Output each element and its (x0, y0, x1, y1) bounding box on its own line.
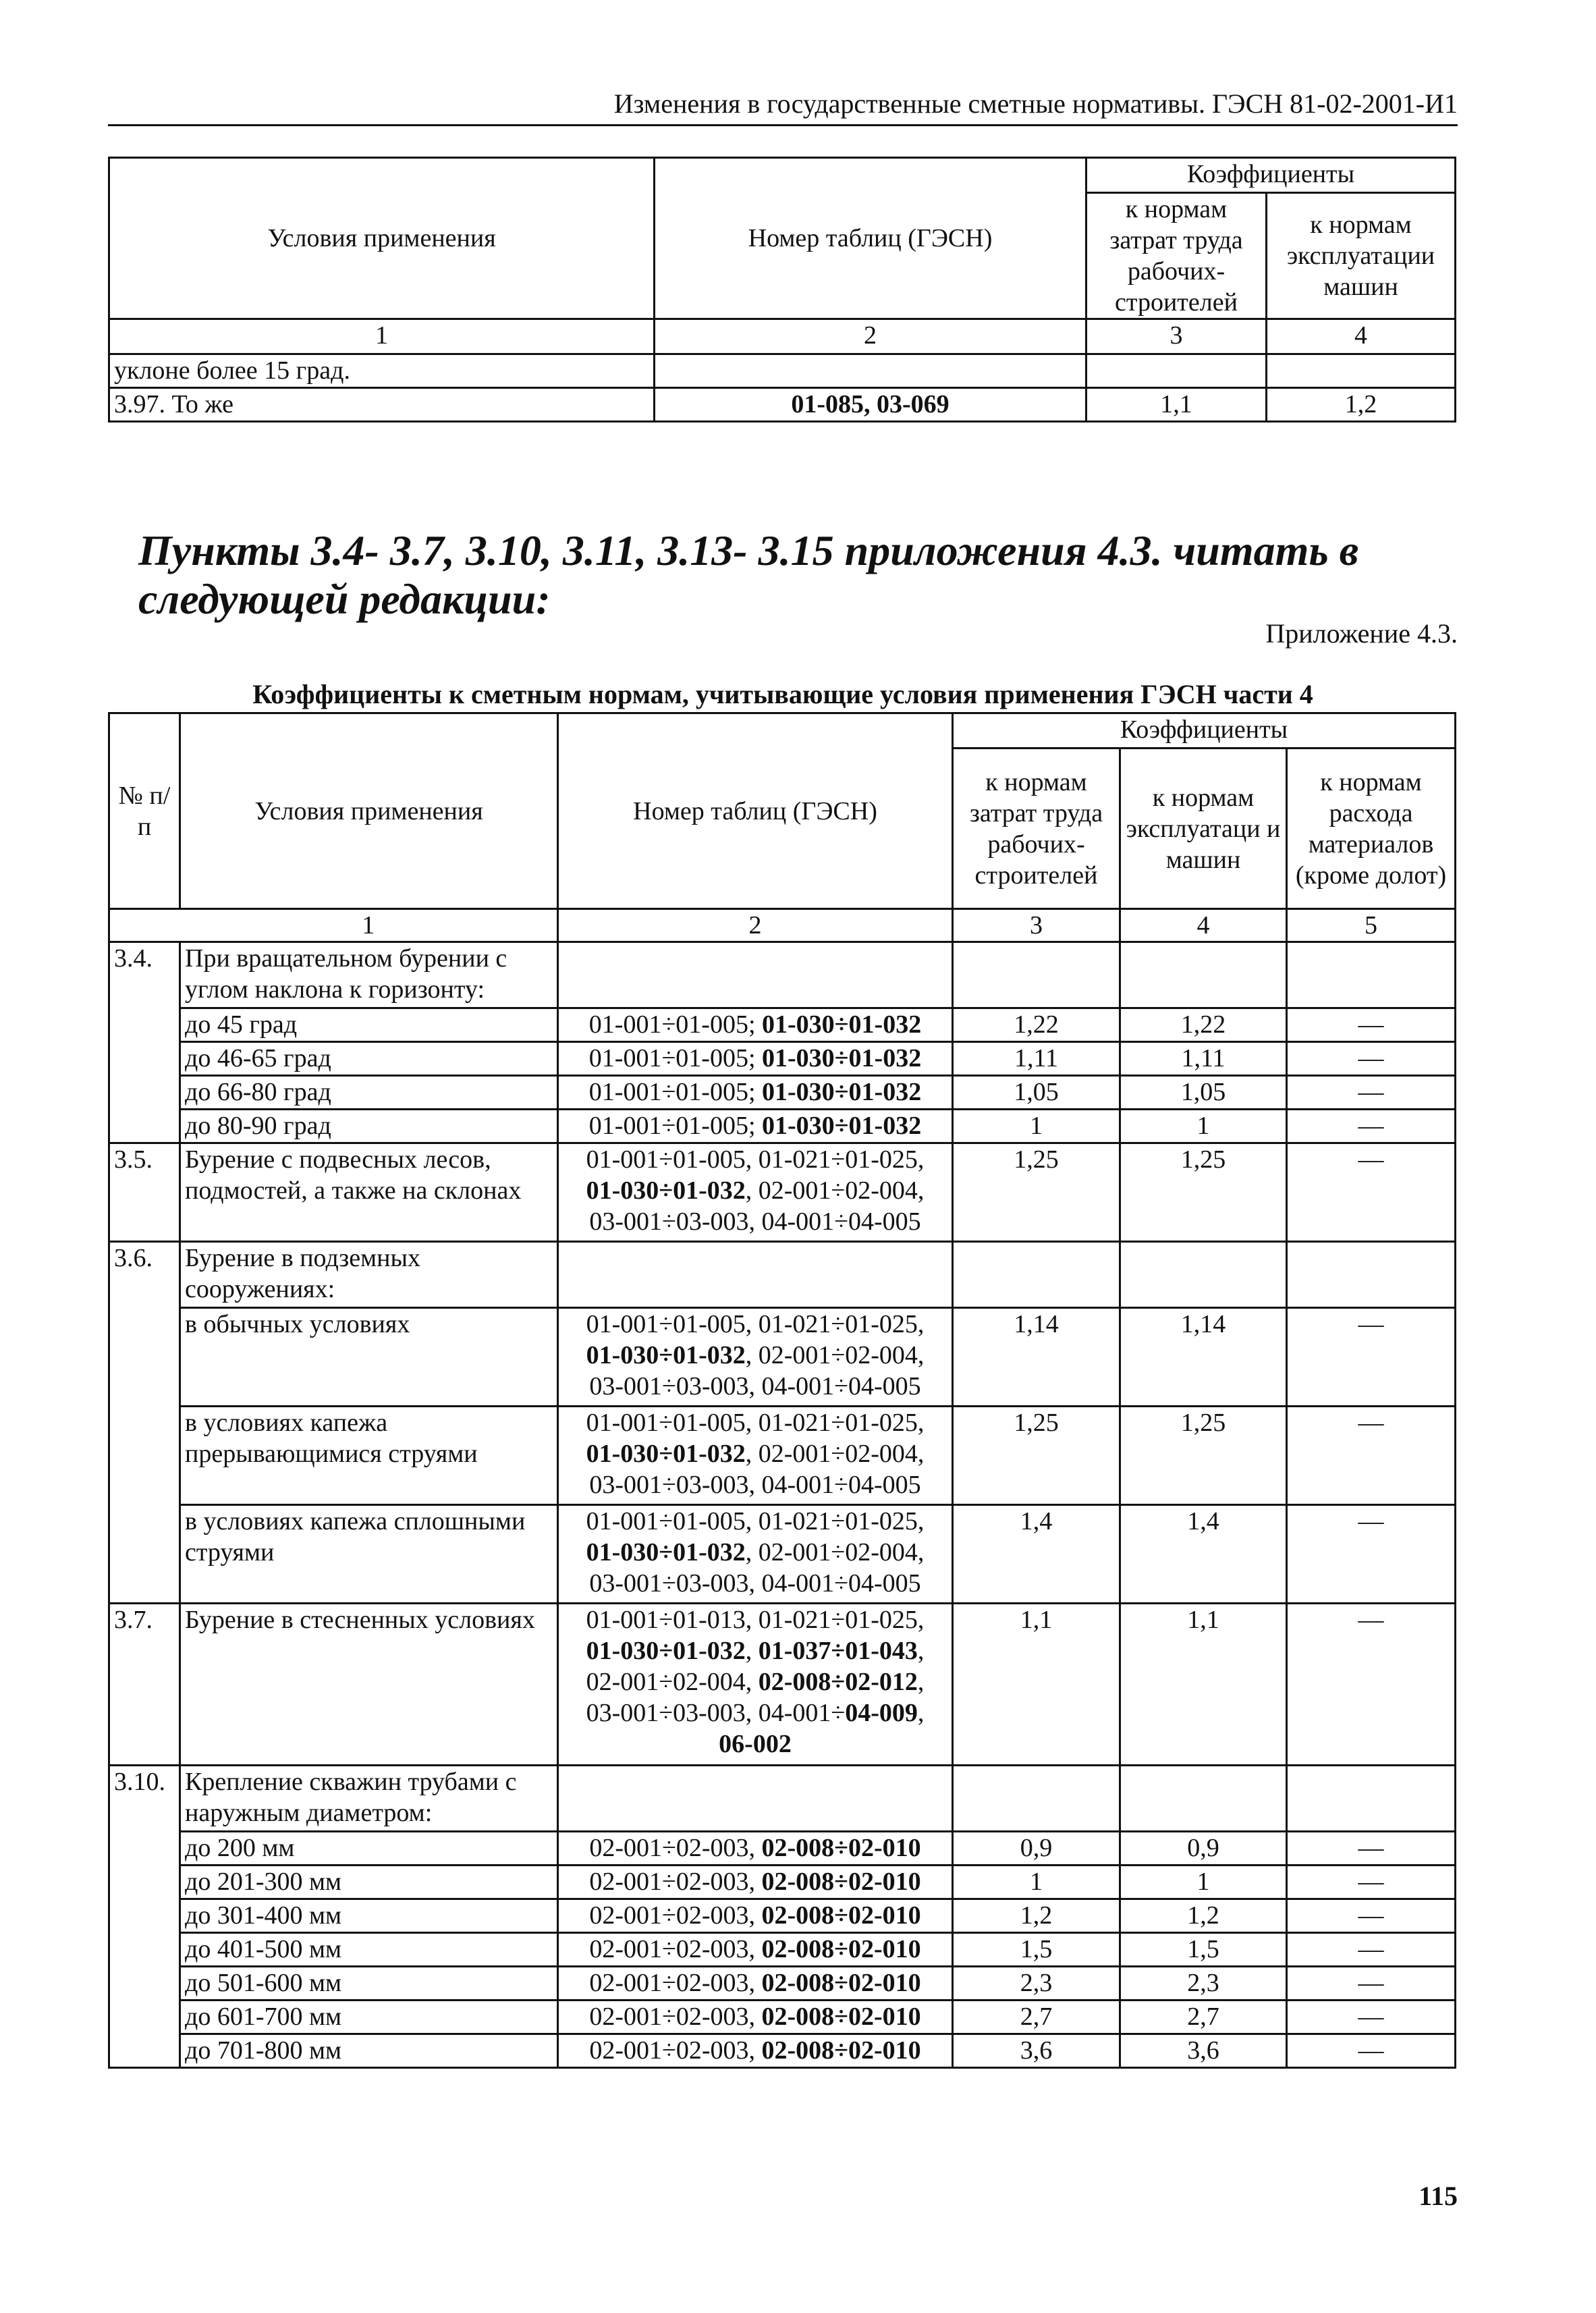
t2-tables-bold: 02-008÷02-010 (761, 2003, 921, 2031)
t2-labor: 1,25 (953, 1143, 1120, 1242)
t2-tables-bold: 01-030÷01-032 (586, 1341, 746, 1369)
t2-cond: до 401-500 мм (180, 1933, 558, 1967)
t2-mat (1287, 1766, 1456, 1832)
t2-mach: 1,22 (1120, 1008, 1287, 1042)
t2-colnum: 1 (180, 909, 558, 942)
t2-mat (1287, 1242, 1456, 1308)
t2-labor (953, 942, 1120, 1008)
t2-mach: 1,4 (1120, 1505, 1287, 1604)
t2-tables-sep: , (917, 1699, 925, 1727)
t1-cell-labor: 1,1 (1086, 388, 1267, 422)
t2-mach: 2,7 (1120, 2001, 1287, 2034)
t1-cell-cond: уклоне более 15 град. (109, 354, 655, 388)
t2-tables (558, 1832, 953, 1866)
t2-num: 3.7. (109, 1604, 180, 1766)
t2-tables-bold: 01-030÷01-032 (586, 1440, 746, 1468)
t2-labor: 1 (953, 1866, 1120, 1899)
t2-labor: 1,2 (953, 1899, 1120, 1933)
t2-labor: 0,9 (953, 1832, 1120, 1866)
t2-mach (1120, 1766, 1287, 1832)
t2-tables (558, 1242, 953, 1308)
t2-mat: — (1287, 2001, 1456, 2034)
t2-tables-bold: 02-008÷02-010 (761, 1868, 921, 1896)
t2-tables-bold: 06-002 (719, 1730, 792, 1758)
t2-labor: 1,22 (953, 1008, 1120, 1042)
t2-labor (953, 1766, 1120, 1832)
t2-cond-title: При вращательном бурении с углом наклона к горизонту: (180, 942, 558, 1008)
t2-tables-bold: 04-009 (845, 1699, 918, 1727)
t2-tables-bold: 01-030÷01-032 (762, 1078, 922, 1106)
t2-num: 3.6. (109, 1242, 180, 1604)
t2-tables (558, 1407, 953, 1505)
t2-mach: 1,25 (1120, 1143, 1287, 1242)
t2-labor: 2,3 (953, 1967, 1120, 2001)
t2-mach: 1,11 (1120, 1042, 1287, 1076)
t2-labor: 1,4 (953, 1505, 1120, 1604)
t2-tables-part: 02-001÷02-003, (589, 1834, 762, 1862)
t1-colnum: 3 (1086, 319, 1267, 354)
t2-tables-line: 03-001÷03-003, 04-001÷04-005 (589, 1471, 921, 1499)
t2-mach: 0,9 (1120, 1832, 1287, 1866)
t2-labor: 2,7 (953, 2001, 1120, 2034)
table-continued (108, 157, 1456, 423)
page-number: 115 (1419, 2181, 1458, 2211)
t2-tables-bold: 01-030÷01-032 (762, 1112, 922, 1140)
t2-cond: в обычных условиях (180, 1308, 558, 1407)
t2-labor (953, 1242, 1120, 1308)
t2-tables-bold: 02-008÷02-010 (761, 1834, 921, 1862)
t2-tables-part: 01-001÷01-005; (588, 1078, 763, 1106)
t2-mach: 3,6 (1120, 2034, 1287, 2068)
t2-cond: Бурение в стесненных условиях (180, 1604, 558, 1766)
t2-colnum: 4 (1120, 909, 1287, 942)
t2-mach: 1,5 (1120, 1933, 1287, 1967)
t2-tables-line: 01-001÷01-005, 01-021÷01-025, (586, 1507, 925, 1535)
t2-tables-bold: 02-008÷02-010 (761, 2036, 921, 2065)
t2-tables-part: 01-001÷01-005; (588, 1044, 763, 1072)
table-title: Коэффициенты к сметным нормам, учитывающие условия применения ГЭСН части 4 (252, 679, 1313, 709)
section-heading: Пункты 3.4- 3.7, 3.10, 3.11, 3.13- 3.15 приложения 4.3. читать в следующей редакции: (138, 526, 1359, 623)
t2-cond: до 46-65 град (180, 1042, 558, 1076)
t2-mach: 1,14 (1120, 1308, 1287, 1407)
t2-tables (558, 2001, 953, 2034)
t2-tables-line: 01-001÷01-005, 01-021÷01-025, (586, 1145, 925, 1174)
t2-tables (558, 1967, 953, 2001)
t1-cell-tables (655, 354, 1086, 388)
t2-mat: — (1287, 1042, 1456, 1076)
t2-mat: — (1287, 1933, 1456, 1967)
t2-tables (558, 1143, 953, 1242)
t1-header-coefficients: Коэффициенты (1086, 158, 1456, 193)
t2-cond: Бурение с подвесных лесов, подмостей, а также на склонах (180, 1143, 558, 1242)
t2-mat: — (1287, 1110, 1456, 1143)
t2-tables-sep: , (917, 1637, 925, 1665)
t2-labor: 3,6 (953, 2034, 1120, 2068)
t2-tables-bold: 01-030÷01-032 (762, 1010, 922, 1039)
t2-labor: 1,14 (953, 1308, 1120, 1407)
t2-cond-title: Бурение в подземных сооружениях: (180, 1242, 558, 1308)
t2-tables-part: 02-001÷02-003, (589, 1901, 762, 1930)
t1-colnum: 1 (109, 319, 655, 354)
t2-mat: — (1287, 1866, 1456, 1899)
t2-tables-line: 03-001÷03-003, 04-001÷04-005 (589, 1372, 921, 1400)
t2-cond: до 501-600 мм (180, 1967, 558, 2001)
t2-tables-bold: 02-008÷02-010 (761, 1935, 921, 1963)
t2-num: 3.5. (109, 1143, 180, 1242)
t2-mach: 1 (1120, 1110, 1287, 1143)
t2-tables-line: 03-001÷03-003, 04-001÷04-005 (589, 1207, 921, 1236)
t2-tables (558, 1505, 953, 1604)
t2-cond: до 80-90 град (180, 1110, 558, 1143)
t2-header-labor: к нормам затрат труда рабочих-строителей (953, 749, 1120, 909)
t2-cond: до 200 мм (180, 1832, 558, 1866)
t1-colnum: 4 (1267, 319, 1456, 354)
t2-tables-bold: 02-008÷02-012 (758, 1668, 918, 1696)
t1-header-machines: к нормам эксплуатации машин (1267, 193, 1456, 319)
t2-tables-bold: 01-030÷01-032 (586, 1176, 746, 1205)
t2-mat: — (1287, 1407, 1456, 1505)
appendix-label: Приложение 4.3. (1265, 618, 1458, 649)
t2-num: 3.4. (109, 942, 180, 1143)
t2-tables (558, 1308, 953, 1407)
t1-header-labor: к нормам затрат труда рабочих-строителей (1086, 193, 1267, 319)
t2-tables-bold: 02-008÷02-010 (761, 1901, 921, 1930)
t2-tables-sep: , (745, 1637, 759, 1665)
t1-tables-bold: 01-085, 03-069 (791, 390, 950, 418)
t2-tables-bold: 01-030÷01-032 (586, 1637, 746, 1665)
t2-tables-part: 01-001÷01-005; (588, 1010, 763, 1039)
t2-num: 3.10. (109, 1766, 180, 2068)
t2-mach: 1,25 (1120, 1407, 1287, 1505)
t2-mat: — (1287, 1899, 1456, 1933)
t2-colnum: 2 (558, 909, 953, 942)
t2-tables (558, 1604, 953, 1766)
t2-tables-line: , 02-001÷02-004, (745, 1176, 925, 1205)
t2-header-conditions: Условия применения (180, 713, 558, 909)
t2-mach: 1,1 (1120, 1604, 1287, 1766)
t1-header-conditions: Условия применения (109, 158, 655, 319)
t2-mach: 1,05 (1120, 1076, 1287, 1110)
t2-tables (558, 1899, 953, 1933)
t2-mat: — (1287, 1832, 1456, 1866)
t2-tables-line: , 02-001÷02-004, (745, 1440, 925, 1468)
t2-tables-bold: 01-030÷01-032 (762, 1044, 922, 1072)
t2-labor: 1,11 (953, 1042, 1120, 1076)
t1-cell-tables (655, 388, 1086, 422)
t2-mat: — (1287, 1505, 1456, 1604)
t2-labor: 1 (953, 1110, 1120, 1143)
t2-labor: 1,25 (953, 1407, 1120, 1505)
t2-mat: — (1287, 2034, 1456, 2068)
t2-mat (1287, 942, 1456, 1008)
t2-mat: — (1287, 1008, 1456, 1042)
t2-cond: до 701-800 мм (180, 2034, 558, 2068)
t2-tables-line: , 02-001÷02-004, (745, 1341, 925, 1369)
t2-labor: 1,5 (953, 1933, 1120, 1967)
t2-header-machines: к нормам эксплуатаци и машин (1120, 749, 1287, 909)
t2-tables (558, 1076, 953, 1110)
t1-header-table-no: Номер таблиц (ГЭСН) (655, 158, 1086, 319)
coefficients-table (108, 712, 1456, 2069)
t2-tables-sep: , (917, 1668, 925, 1696)
t2-colnum-blank (109, 909, 180, 942)
t2-tables (558, 1866, 953, 1899)
t2-tables-bold: 01-037÷01-043 (758, 1637, 918, 1665)
t2-header-coefficients: Коэффициенты (953, 713, 1456, 749)
t2-tables-part: 02-001÷02-003, (589, 1935, 762, 1963)
t2-colnum: 5 (1287, 909, 1456, 942)
t2-tables-line: 01-001÷01-005, 01-021÷01-025, (586, 1409, 925, 1437)
t2-mat: — (1287, 1076, 1456, 1110)
t2-cond: в условиях капежа сплошными струями (180, 1505, 558, 1604)
t2-tables-line: , 02-001÷02-004, (745, 1538, 925, 1567)
t2-tables-bold: 01-030÷01-032 (586, 1538, 746, 1567)
t2-header-num: № п/п (109, 713, 180, 909)
t2-mat: — (1287, 1143, 1456, 1242)
t2-mach: 2,3 (1120, 1967, 1287, 2001)
t2-colnum: 3 (953, 909, 1120, 942)
t2-tables-line: 01-001÷01-005, 01-021÷01-025, (586, 1310, 925, 1338)
t2-mat: — (1287, 1308, 1456, 1407)
t2-mach (1120, 942, 1287, 1008)
t2-cond: до 301-400 мм (180, 1899, 558, 1933)
t1-cell-cond: 3.97. То же (109, 388, 655, 422)
t2-tables (558, 1766, 953, 1832)
t1-cell-machines: 1,2 (1267, 388, 1456, 422)
t2-tables (558, 1042, 953, 1076)
t2-tables-bold: 02-008÷02-010 (761, 1969, 921, 1997)
t2-tables (558, 1110, 953, 1143)
t2-cond: до 601-700 мм (180, 2001, 558, 2034)
t2-mach (1120, 1242, 1287, 1308)
t2-tables (558, 942, 953, 1008)
t2-tables-part: 02-001÷02-003, (589, 1969, 762, 1997)
running-header (108, 88, 1458, 126)
t2-tables-part: 02-001÷02-003, (589, 2003, 762, 2031)
t2-tables-line: 03-001÷03-003, 04-001÷04-005 (589, 1569, 921, 1598)
t1-colnum: 2 (655, 319, 1086, 354)
t2-cond: в условиях капежа прерывающимися струями (180, 1407, 558, 1505)
t2-header-table-no: Номер таблиц (ГЭСН) (558, 713, 953, 909)
t2-tables-part: 01-001÷01-005; (588, 1112, 763, 1140)
t2-tables (558, 1008, 953, 1042)
t1-cell-machines (1267, 354, 1456, 388)
t2-mach: 1,2 (1120, 1899, 1287, 1933)
t2-header-materials: к нормам расхода материалов (кроме долот) (1287, 749, 1456, 909)
t2-mach: 1 (1120, 1866, 1287, 1899)
t2-labor: 1,05 (953, 1076, 1120, 1110)
running-header-text: Изменения в государственные сметные нормативы. ГЭСН 81-02-2001-И1 (613, 88, 1458, 119)
t2-tables-part: 02-001÷02-003, (589, 1868, 762, 1896)
t2-tables-line: 02-001÷02-004, (586, 1668, 759, 1696)
t2-tables-line: 03-001÷03-003, 04-001÷ (586, 1699, 846, 1727)
t2-cond: до 45 град (180, 1008, 558, 1042)
t2-labor: 1,1 (953, 1604, 1120, 1766)
t2-cond: до 201-300 мм (180, 1866, 558, 1899)
t2-cond: до 66-80 град (180, 1076, 558, 1110)
t2-mat: — (1287, 1604, 1456, 1766)
t2-tables (558, 2034, 953, 2068)
t2-tables-line: 01-001÷01-013, 01-021÷01-025, (586, 1606, 925, 1634)
t2-tables-part: 02-001÷02-003, (589, 2036, 762, 2065)
t1-cell-labor (1086, 354, 1267, 388)
t2-cond-title: Крепление скважин трубами с наружным диаметром: (180, 1766, 558, 1832)
t2-mat: — (1287, 1967, 1456, 2001)
t2-tables (558, 1933, 953, 1967)
